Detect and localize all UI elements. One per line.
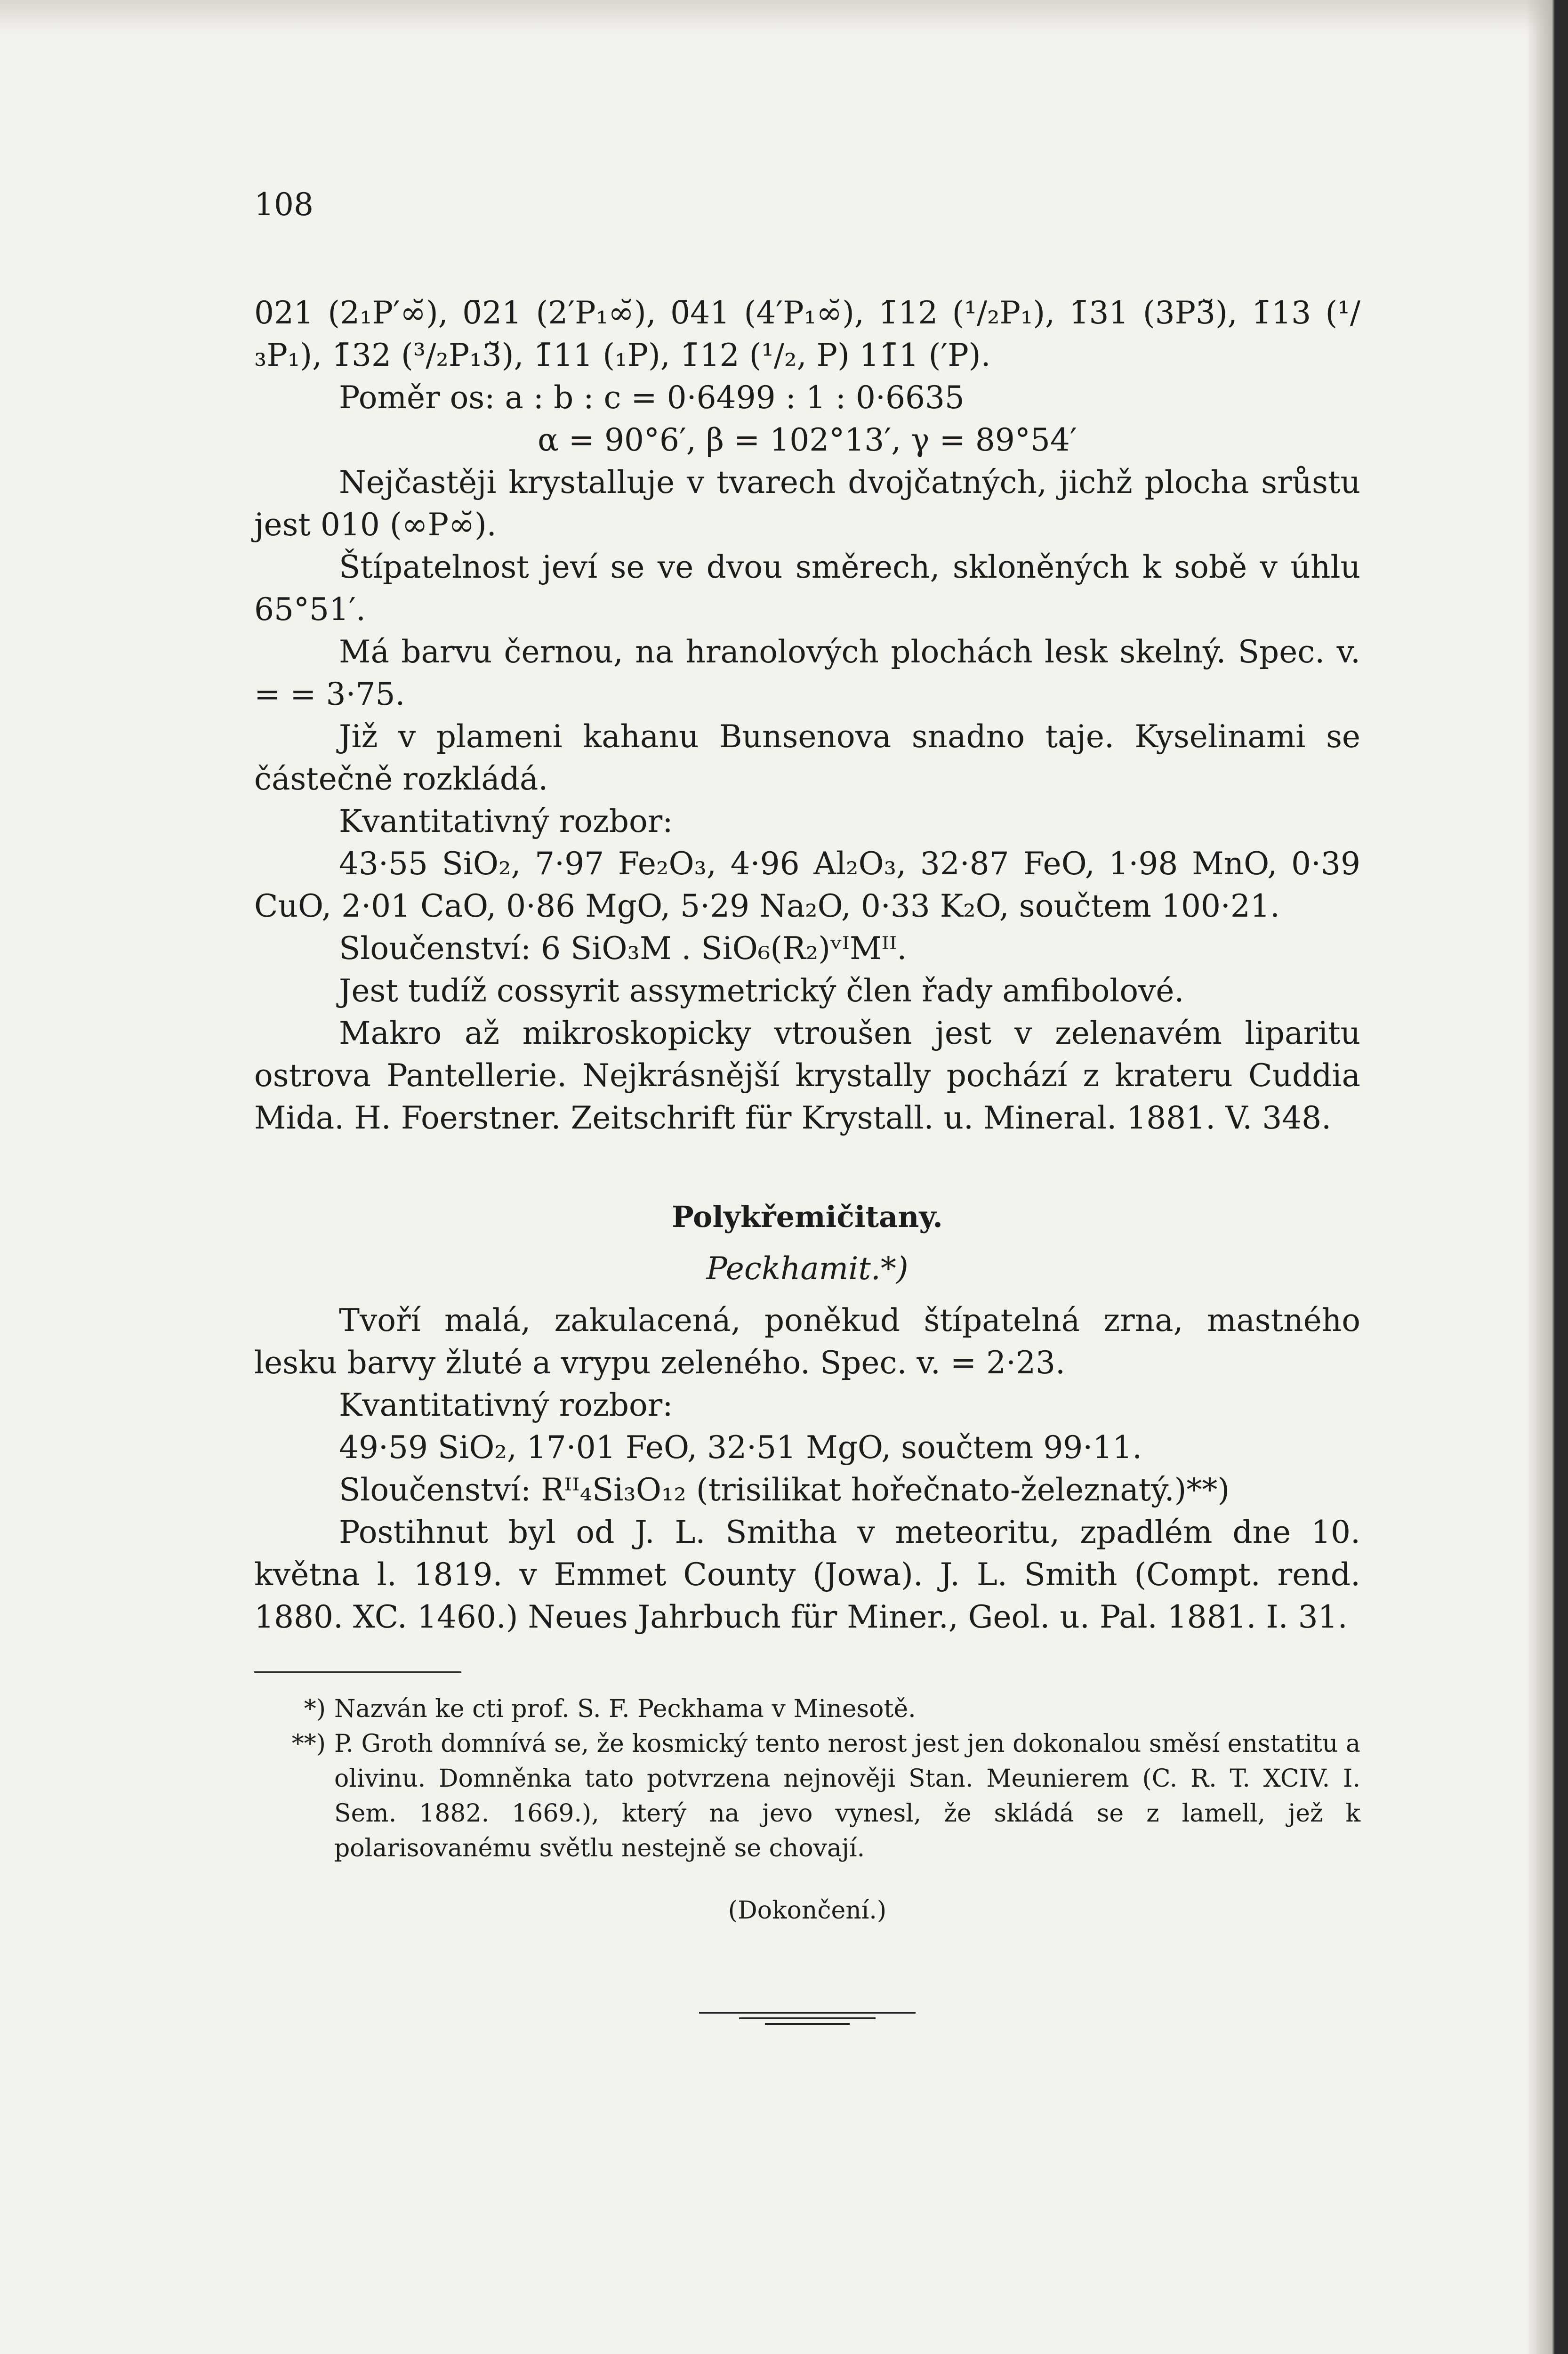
occurrence-paragraph: Makro až mikroskopicky vtroušen jest v zelenavém liparitu ostrova Pantellerie. Nejkrásnější krystally pochází z krateru Cuddia Mida. H. Foerstner. Zeitschrift für Krystall. u. Mineral. 1881. V. 348. bbox=[254, 1015, 1360, 1136]
scan-shadow-top bbox=[0, 0, 1568, 33]
cleavage-paragraph: Štípatelnost jeví se ve dvou směrech, skloněných k sobě v úhlu 65°51′. bbox=[254, 549, 1360, 628]
twinning-paragraph: Nejčastěji krystalluje v tvarech dvojčatných, jichž plocha srůstu jest 010 (∞P∞̆). bbox=[254, 464, 1360, 543]
page-number: 108 bbox=[254, 186, 314, 223]
axis-angles-line: α = 90°6′, β = 102°13′, γ = 89°54′ bbox=[538, 422, 1077, 458]
footnote-rule bbox=[254, 1671, 461, 1673]
closing-note: (Dokončení.) bbox=[728, 1896, 887, 1925]
fusibility-paragraph: Již v plameni kahanu Bunsenova snadno taje. Kyselinami se částečně rozkládá. bbox=[254, 718, 1360, 797]
footnotes bbox=[254, 1692, 1360, 1866]
footnote-1 bbox=[254, 1692, 1360, 1726]
footnote-mark: **) bbox=[291, 1730, 326, 1758]
footnote-text: P. Groth domnívá se, že kosmický tento nerost jest jen dokonalou směsí enstatitu a olivinu. Domněnka tato potvrzena nejnověji Stan. Meunierem (C. R. T. XCIV. I. Sem. 1882. 1669.), který na jevo vynesl, že skládá se z lamell, jež k polarisovanému světlu nestejně se chovají. bbox=[334, 1730, 1360, 1862]
source-paragraph: Postihnut byl od J. L. Smitha v meteoritu, zpadlém dne 10. května l. 1819. v Emmet County (Jowa). J. L. Smith (Compt. rend. 1880. XC. 1460.) Neues Jahrbuch für Miner., Geol. u. Pal. 1881. I. 31. bbox=[254, 1514, 1360, 1635]
ornament-line bbox=[699, 2012, 916, 2014]
analysis-values-2: 49·59 SiO₂, 17·01 FeO, 32·51 MgO, součtem 99·11. bbox=[339, 1429, 1142, 1466]
description-paragraph: Tvoří malá, zakulacená, poněkud štípatelná zrna, mastného lesku barvy žluté a vrypu zeleného. Spec. v. = 2·23. bbox=[254, 1302, 1360, 1381]
page-content bbox=[254, 184, 1360, 2029]
classification-paragraph: Jest tudíž cossyrit assymetrický člen řady amfibolové. bbox=[339, 973, 1184, 1009]
footnote-text: Nazván ke cti prof. S. F. Peckhama v Minesotě. bbox=[334, 1695, 916, 1723]
mineral-title: Peckhamit.*) bbox=[706, 1250, 909, 1287]
axis-ratio-line: Poměr os: a : b : c = 0·6499 : 1 : 0·6635 bbox=[339, 379, 965, 416]
crystal-forms-paragraph: 021 (2₁P′∞̆), 0̄21 (2′P₁∞̆), 0̄41 (4′P₁∞̆), 1̄12 (¹/₂P₁), 1̄31 (3P3̆), 1̄13 (¹/₃P₁), 1̄32 (³/₂P₁3̆), 1̄11 (₁P), 1̄12 (¹/₂, P) 11̄1 (′P). bbox=[254, 295, 1360, 373]
analysis-label: Kvantitativný rozbor: bbox=[339, 803, 673, 839]
ornament-line bbox=[765, 2023, 850, 2025]
analysis-values: 43·55 SiO₂, 7·97 Fe₂O₃, 4·96 Al₂O₃, 32·87 FeO, 1·98 MnO, 0·39 CuO, 2·01 CaO, 0·86 MgO, 5·29 Na₂O, 0·33 K₂O, součtem 100·21. bbox=[254, 846, 1360, 924]
composition-formula-2: Sloučenství: Rᴵᴵ₄Si₃O₁₂ (trisilikat hořečnato-železnatý.)**) bbox=[339, 1472, 1230, 1508]
footnote-2 bbox=[254, 1726, 1360, 1866]
analysis-label-2: Kvantitativný rozbor: bbox=[339, 1387, 673, 1423]
scan-edge-right bbox=[1526, 0, 1568, 2354]
composition-formula: Sloučenství: 6 SiO₃M . SiO₆(R₂)ᵛᴵMᴵᴵ. bbox=[339, 930, 907, 967]
ornament-line bbox=[739, 2017, 876, 2019]
section-heading: Polykřemičitany. bbox=[672, 1200, 943, 1234]
color-paragraph: Má barvu černou, na hranolových plochách lesk skelný. Spec. v. = = 3·75. bbox=[254, 634, 1360, 712]
footnote-mark: *) bbox=[304, 1695, 326, 1723]
end-ornament bbox=[699, 2012, 916, 2025]
